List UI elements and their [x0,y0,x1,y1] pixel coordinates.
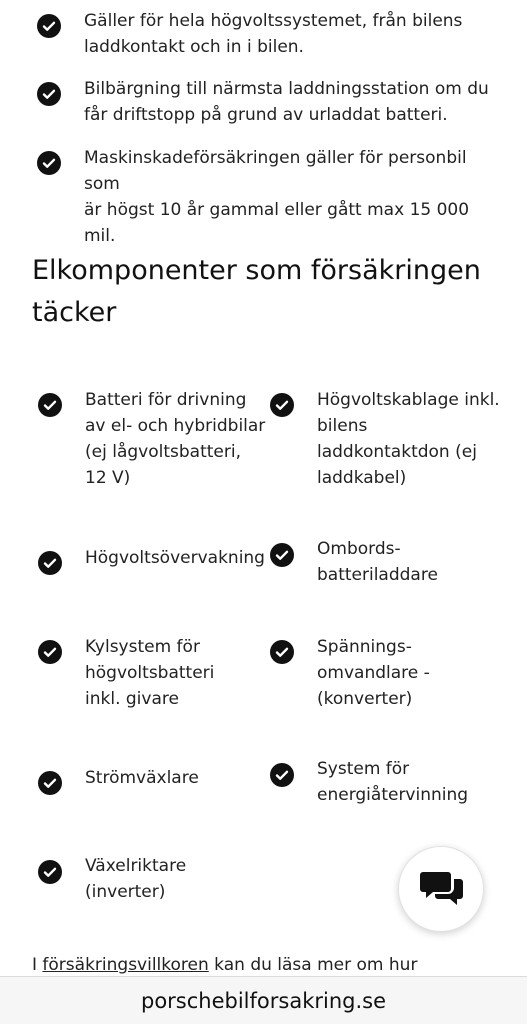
list-item-line: Maskinskadeförsäkringen gäller för personbil som [84,148,467,194]
component-line: (inverter) [85,882,166,902]
check-icon [37,82,61,106]
component-line: Ombords- [317,539,401,559]
component-line: av el- och hybridbilar [85,416,266,436]
component-item-cooling [85,634,271,712]
component-line: laddkabel) [317,468,407,488]
component-line: bilens [317,416,368,436]
component-line: omvandlare - [317,663,430,683]
list-item-line: får driftstopp på grund av urladdat batteri. [84,105,448,125]
component-item-converter [317,634,503,712]
component-line: Växelriktare [85,856,187,876]
component-line: högvoltsbatteri [85,663,215,683]
component-item-monitoring [85,545,271,571]
chat-bubbles-icon [419,869,465,911]
component-line: batteriladdare [317,565,438,585]
list-item-line: Gäller för hela högvoltssystemet, från bilens [84,11,463,31]
component-line: Kylsystem för [85,637,200,657]
component-line: Spännings- [317,637,412,657]
component-item-battery [85,387,271,491]
component-line: Batteri för drivning [85,390,247,410]
check-icon [270,763,294,787]
component-line: Strömväxlare [85,768,199,788]
component-line: (konverter) [317,689,413,709]
check-icon [38,860,62,884]
component-line: Högvoltskablage inkl. [317,390,500,410]
check-icon [270,543,294,567]
component-line: energiåtervinning [317,785,469,805]
component-item-cabling [317,387,503,491]
section-heading [32,250,502,334]
component-item-current-switch [85,765,271,791]
component-line: laddkontaktdon (ej [317,442,477,462]
component-line: 12 V) [85,468,131,488]
list-item [84,8,504,60]
component-item-onboard-charger [317,536,503,588]
url-text[interactable]: porschebilforsakring.se [140,989,387,1013]
component-line: Högvoltsövervakning [85,548,265,568]
browser-url-bar[interactable] [0,976,527,1024]
section-heading-line: Elkomponenter som försäkringen [32,255,481,286]
check-icon [38,771,62,795]
list-item-line: är högst 10 år gammal eller gått max 15 000 mil. [84,200,470,246]
component-line: inkl. givare [85,689,179,709]
section-heading-line: täcker [32,297,117,328]
check-icon [37,151,61,175]
component-item-inverter [85,853,271,905]
check-icon [37,14,61,38]
check-icon [38,551,62,575]
footnote-suffix: kan du läsa mer om hur [208,955,418,975]
list-item-line: laddkontakt och in i bilen. [84,37,304,57]
chat-button[interactable] [398,846,484,932]
check-icon [38,393,62,417]
component-item-energy-recovery [317,756,503,808]
list-item-line: Bilbärgning till närmsta laddningsstation om du [84,79,489,99]
terms-link[interactable]: försäkringsvillkoren [42,955,209,975]
list-item [84,76,504,128]
footnote-text [32,952,512,978]
component-line: (ej lågvoltsbatteri, [85,442,241,462]
list-item [84,145,504,249]
check-icon [270,640,294,664]
check-icon [38,640,62,664]
component-line: System för [317,759,410,779]
check-icon [270,393,294,417]
footnote-prefix: I [32,955,43,975]
